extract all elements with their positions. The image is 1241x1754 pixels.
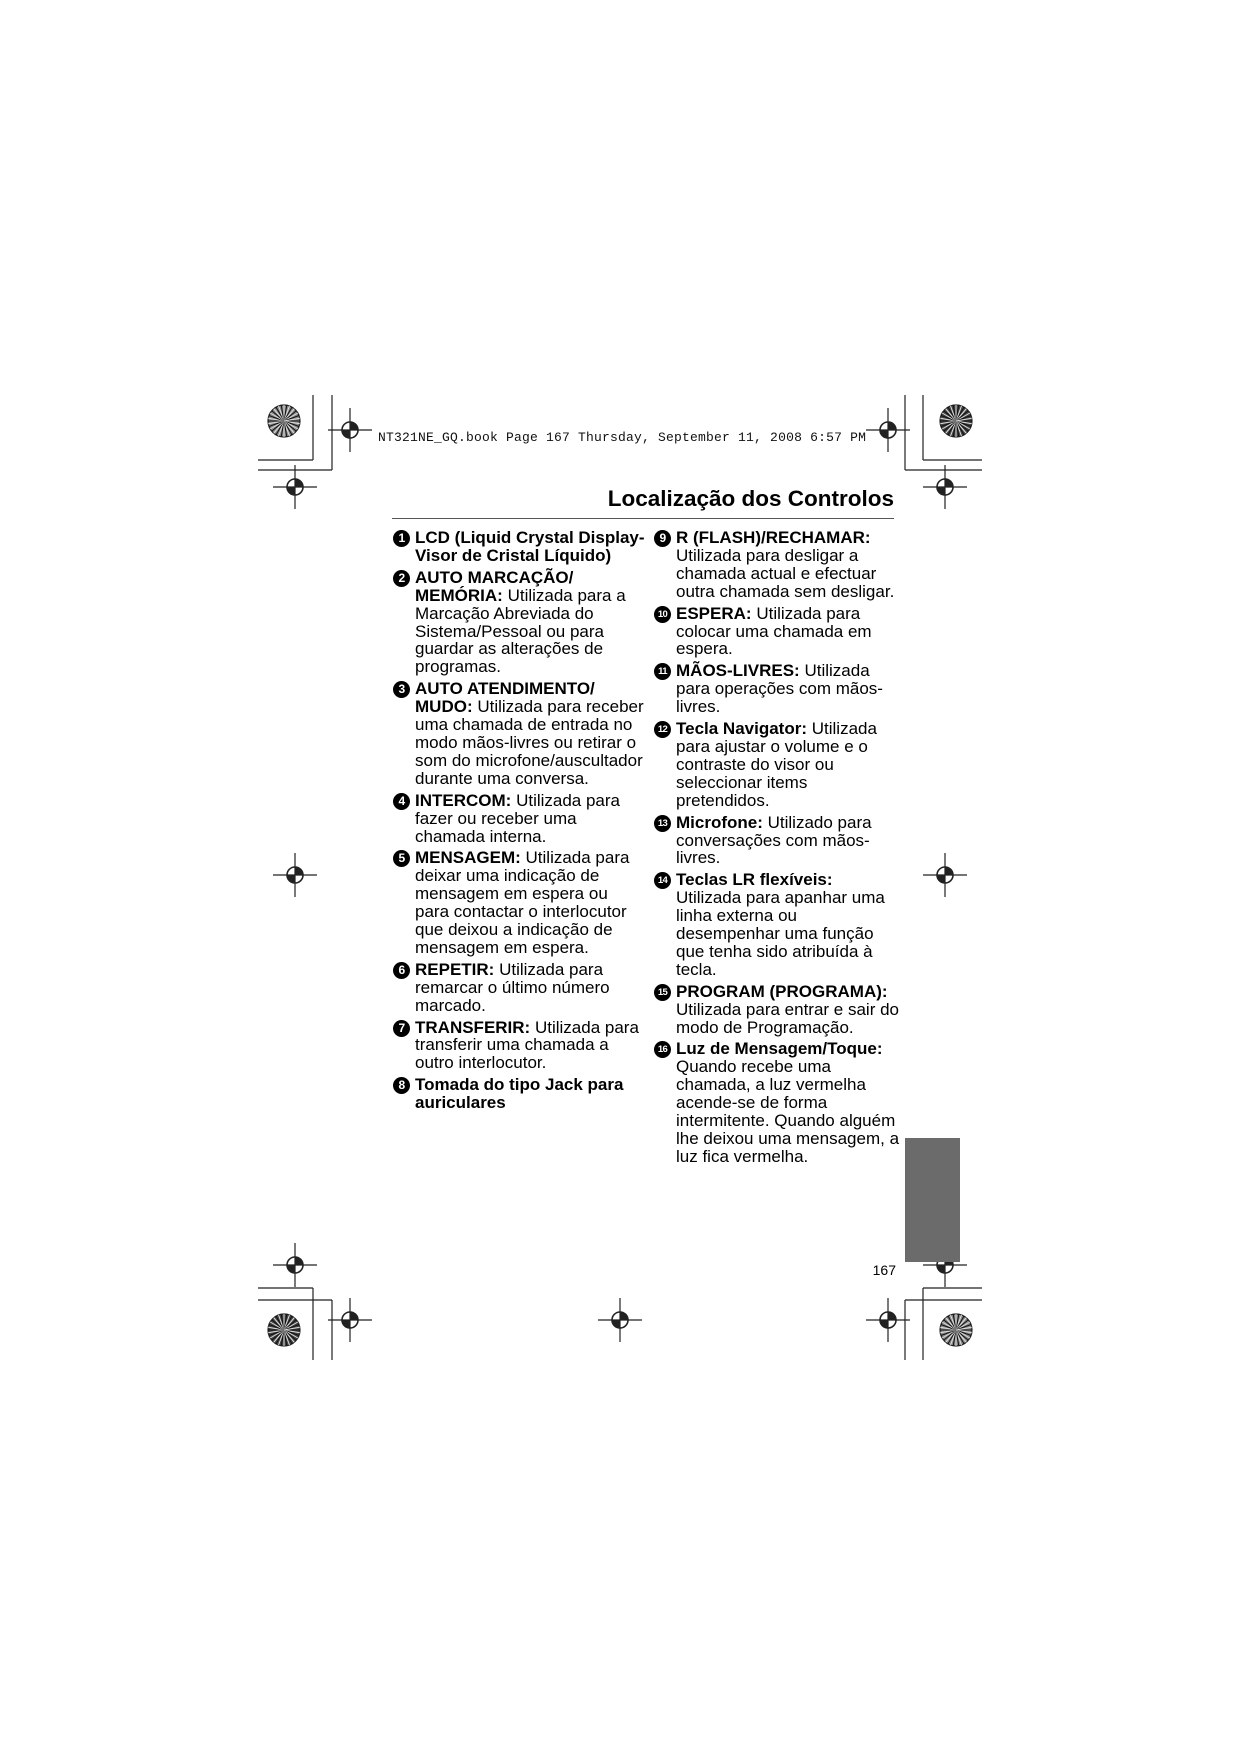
item-number-badge: 7 [393, 1020, 410, 1037]
left-column [393, 529, 645, 1116]
control-name: Tecla Navigator: [676, 719, 808, 739]
item-number-badge: 11 [654, 663, 671, 680]
registration-target [328, 408, 372, 452]
control-name: AUTO ATENDIMENTO/ MUDO: [415, 679, 595, 717]
control-description: Quando recebe uma chamada, a luz vermelha acende-se de forma intermitente. Quando alguém lhe deixou uma mensagem, a luz fica vermelha. [676, 1057, 900, 1166]
control-description: Utilizada para a Marcação Abreviada do Sistema/Pessoal ou para guardar as alterações de programas. [415, 585, 626, 677]
control-name: Tomada do tipo Jack para auriculares [415, 1075, 624, 1113]
right-column [654, 529, 900, 1170]
control-name: LCD (Liquid Crystal Display-Visor de Cristal Líquido) [415, 528, 645, 565]
control-item [393, 1076, 645, 1112]
registration-target [273, 1243, 317, 1287]
section-tab [905, 1138, 960, 1262]
registration-target [328, 1298, 372, 1342]
color-starburst [268, 405, 300, 437]
control-description: Utilizada para operações com mãos-livres. [676, 661, 883, 717]
control-name: Luz de Mensagem/Toque: [676, 1039, 883, 1059]
item-number-badge: 16 [654, 1041, 671, 1058]
control-item [393, 792, 645, 846]
control-description: Utilizada para deixar uma indicação de mensagem em espera ou para contactar o interlocutor que deixou a indicação de mensagem em espera. [415, 848, 630, 957]
item-number-badge: 8 [393, 1077, 410, 1094]
control-name: R (FLASH)/RECHAMAR: [676, 528, 871, 547]
control-item [654, 814, 900, 868]
control-name: REPETIR: [415, 959, 495, 979]
control-description: Utilizado para conversações com mãos-livres. [676, 812, 872, 868]
item-number-badge: 10 [654, 606, 671, 623]
page-number: 167 [872, 1262, 896, 1278]
control-item [393, 1019, 645, 1073]
print-header: NT321NE_GQ.book Page 167 Thursday, September 11, 2008 6:57 PM [378, 430, 867, 445]
item-number-badge: 12 [654, 721, 671, 738]
control-name: Teclas LR flexíveis: [676, 870, 833, 890]
control-item [654, 662, 900, 716]
control-item [654, 1040, 900, 1165]
page-title: Localização dos Controlos [607, 486, 894, 511]
control-name: PROGRAM (PROGRAMA): [676, 981, 888, 1001]
control-item [393, 529, 645, 565]
item-number-badge: 1 [393, 530, 410, 547]
color-starburst [268, 1314, 300, 1346]
control-description: Utilizada para receber uma chamada de entrada no modo mãos-livres ou retirar o som do microfone/auscultador durante uma conversa. [415, 697, 644, 788]
control-description: Utilizada para desligar a chamada actual e efectuar outra chamada sem desligar. [676, 545, 895, 601]
control-item [393, 680, 645, 787]
item-number-badge: 4 [393, 793, 410, 810]
control-description: Utilizada para apanhar uma linha externa ou desempenhar uma função que tenha sido atribuída à tecla. [676, 888, 885, 979]
registration-target [598, 1298, 642, 1342]
control-description: Utilizada para remarcar o último número marcado. [415, 959, 610, 1015]
color-starburst [940, 405, 972, 437]
control-item [654, 983, 900, 1037]
control-description: Utilizada para ajustar o volume e o contraste do visor ou seleccionar items pretendidos. [676, 719, 877, 810]
control-name: INTERCOM: [415, 790, 512, 810]
registration-target [273, 853, 317, 897]
control-name: AUTO MARCAÇÃO/ MEMÓRIA: [415, 567, 574, 605]
control-name: TRANSFERIR: [415, 1017, 531, 1037]
item-number-badge: 2 [393, 570, 410, 587]
control-name: Microfone: [676, 812, 763, 832]
registration-target [866, 1298, 910, 1342]
control-name: MENSAGEM: [415, 848, 521, 868]
control-item [393, 961, 645, 1015]
item-number-badge: 13 [654, 815, 671, 832]
control-item [654, 605, 900, 659]
control-item [393, 569, 645, 676]
item-number-badge: 9 [654, 530, 671, 547]
item-number-badge: 5 [393, 850, 410, 867]
registration-target [866, 408, 910, 452]
item-number-badge: 15 [654, 984, 671, 1001]
control-name: ESPERA: [676, 603, 752, 623]
registration-target [923, 465, 967, 509]
control-item [393, 849, 645, 956]
title-rule [392, 518, 894, 519]
control-description: Utilizada para transferir uma chamada a outro interlocutor. [415, 1017, 639, 1073]
control-name: MÃOS-LIVRES: [676, 661, 800, 681]
control-item [654, 871, 900, 978]
color-starburst [940, 1314, 972, 1346]
item-number-badge: 6 [393, 962, 410, 979]
control-description: Utilizada para fazer ou receber uma chamada interna. [415, 790, 621, 846]
item-number-badge: 3 [393, 681, 410, 698]
control-item [654, 720, 900, 810]
registration-target [273, 465, 317, 509]
registration-target [923, 853, 967, 897]
control-item [654, 529, 900, 601]
item-number-badge: 14 [654, 872, 671, 889]
control-description: Utilizada para colocar uma chamada em espera. [676, 603, 872, 659]
control-description: Utilizada para entrar e sair do modo de Programação. [676, 999, 900, 1037]
